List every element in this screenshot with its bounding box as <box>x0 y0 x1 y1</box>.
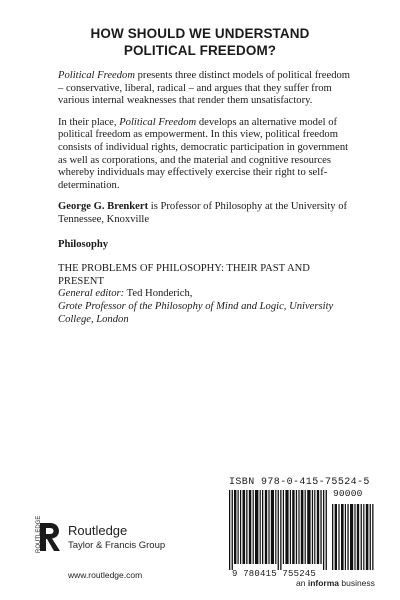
series-editor-name: Ted Honderich, <box>124 288 193 300</box>
heading-line-2: POLITICAL FREEDOM? <box>123 43 277 58</box>
publisher-group: Taylor & Francis Group <box>68 540 166 551</box>
informa-brand: informa <box>307 578 339 588</box>
subject-label: Philosophy <box>58 238 109 250</box>
blurb-paragraph-2 <box>58 117 354 193</box>
author-name: George G. Brenkert <box>58 201 149 213</box>
blurb-paragraph-1 <box>58 70 354 108</box>
barcode-bars <box>229 490 374 570</box>
book-title-italic: Political Freedom <box>58 70 135 81</box>
book-title-italic-2: Political Freedom <box>119 116 197 128</box>
barcode-addon-digits: 90000 <box>333 488 363 499</box>
publisher-website-link[interactable]: www.routledge.com <box>68 570 143 580</box>
heading-line-1: HOW SHOULD WE UNDERSTAND <box>90 26 310 41</box>
series-editor <box>58 288 354 301</box>
back-cover-heading <box>30 25 370 59</box>
barcode <box>229 490 374 570</box>
paragraph-2-text: develops an alternative model of political freedom as empowerment. In this view, political freedom consists of individual rights, democratic participation in government as well as corporations, and the material and cognitive resources whereby individuals may effectively exercise their right to self-determination. <box>58 116 349 191</box>
series-editor-role: Grote Professor of the Philosophy of Mind and Logic, University College, London <box>58 300 334 325</box>
informa-business-label <box>296 578 375 588</box>
barcode-digits: 9 780415 755245 <box>232 569 317 579</box>
paragraph-2-start: In their place, <box>58 116 120 128</box>
series-editor-label: General editor: <box>58 288 125 300</box>
series-title: THE PROBLEMS OF PHILOSOPHY: THEIR PAST AND PRESENT <box>58 263 310 287</box>
informa-suffix: business <box>339 578 375 588</box>
routledge-vertical-label: ROUTLEDGE <box>36 515 42 553</box>
publisher-name: Routledge <box>68 523 128 538</box>
series-block <box>58 263 354 326</box>
isbn-label: ISBN 978-0-415-75524-5 <box>229 477 370 488</box>
author-bio <box>58 201 354 226</box>
blurb-block <box>58 70 354 326</box>
author-bio-text: is Professor of Philosophy at the University of Tennessee, Knoxville <box>58 201 348 225</box>
informa-prefix: an <box>296 578 308 588</box>
paragraph-1-text: presents three distinct models of political freedom – conservative, liberal, radical – and argues that they suffer from various internal weaknesses that render them unsatisfactory. <box>58 70 351 107</box>
